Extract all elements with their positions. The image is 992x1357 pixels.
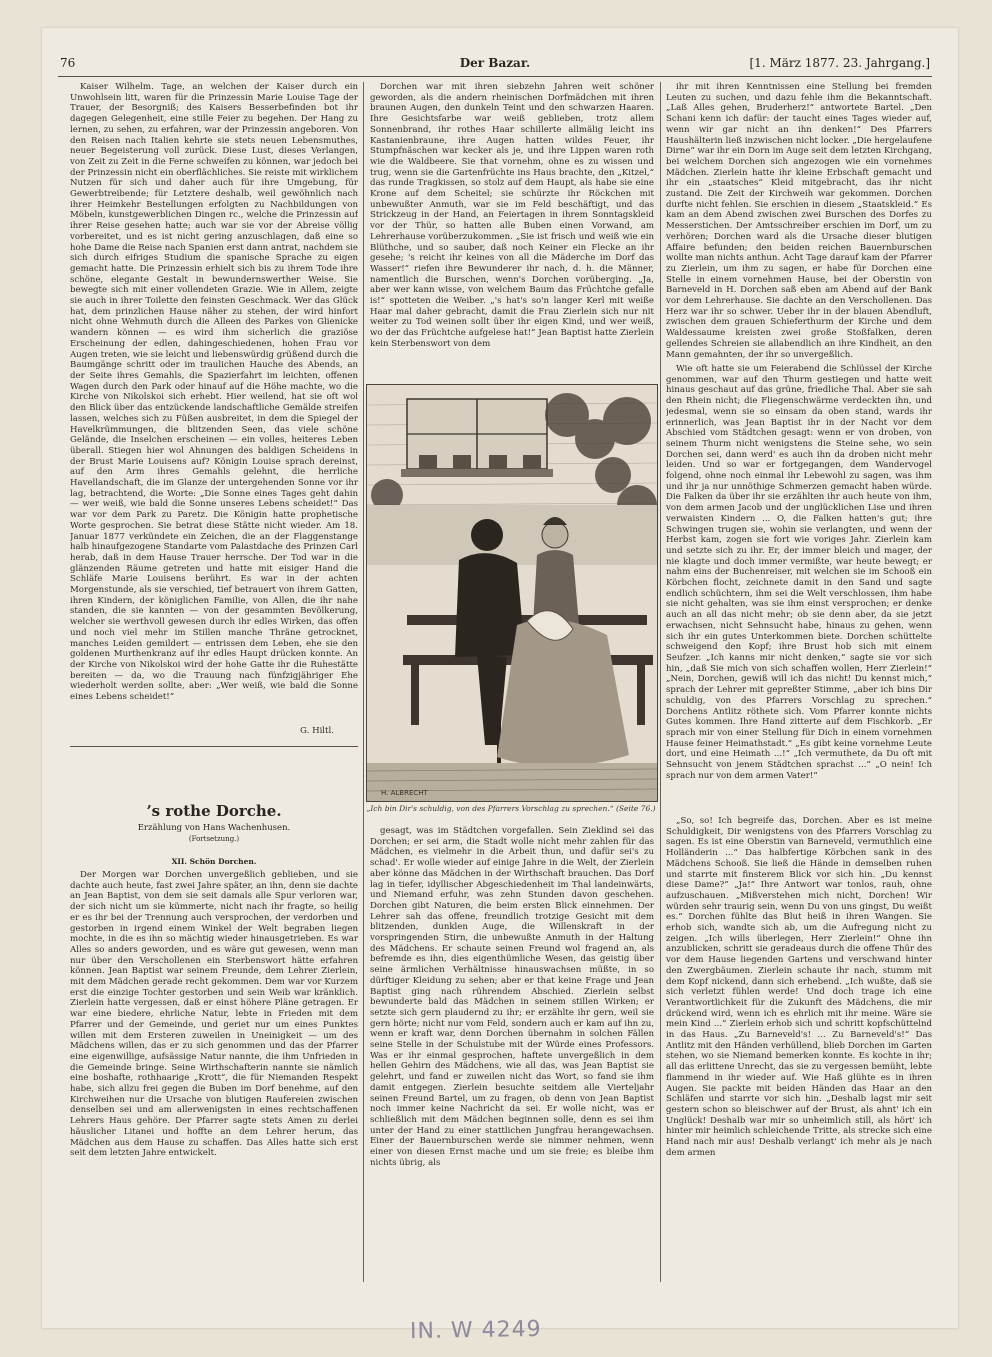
column-divider — [363, 82, 364, 1282]
column-rule — [70, 746, 358, 747]
story-text: ihr mit ihren Kenntnissen eine Stellung bei fremden Leuten zu suchen, und dazu fehle ihm die Bekanntschaft. „Laß Alles gehen, Bruderherz!“ antwortete Bartel. „Den Schani kenn ich dafür: der taucht eines Tages wieder auf, wenn wir gar nicht an ihn denken!“ Des Pfarrers Haushälterin ließ inzwischen nicht locker. „Die hergelaufene Dirne“ war ihr ein Dorn im Auge seit dem letzten Kirchgang, bei welchem Dorchen sich angezogen wie ein vornehmes Mädchen. Zierlein hatte ihr kleine Erbschaft gemacht und ihr ein „staatsches“ Kleid mitgebracht, das ihr nicht zustand. Die Zeit der Kirchweih war gekommen. Dorchen durfte nicht fehlen. Sie erschien in diesem „Staatskleid.“ Es kam an dem Abend zwischen zwei Burschen des Dorfes zu Messerstichen. Der Amtsschreiber erschien im Dorf, um zu verhören; Dorchen ward als die Ursache dieser blutigen Affaire befunden; den beiden reichen Bauernburschen wollte man nichts anthun. Acht Tage darauf kam der Pfarrer zu Zierlein, um ihm zu sagen, er habe für Dorchen eine Stelle in einem vornehmen Hause, bei der Oberstin von Barneveld in H. Dorchen saß eben am Abend auf der Bank vor dem Lehrerhause. Sie dachte an den Verschollenen. Das Herz war ihr so schwer. Ueber ihr in der blauen Abendluft, zwischen dem grauen Schieferthurm der Kirche und dem Waldessaume kreisten zwei große Stoßfalken, deren gellendes Schreien sie allabendlich an ihre Kindheit, an den Mann gemahnten, der ihr so unvergeßlich. — [666, 82, 932, 360]
story-column-3-bottom — [666, 816, 932, 1280]
author-signature: G. Hiltl. — [300, 726, 334, 736]
handwritten-inventory-number: IN. W 4249 — [409, 1316, 542, 1345]
chapter-heading: XII. Schön Dorchen. — [171, 857, 257, 866]
story-column-1 — [70, 870, 358, 1280]
artist-signature: H. ALBRECHT — [381, 789, 428, 797]
story-column-3-mid — [666, 364, 932, 814]
illustration-caption: „Ich bin Dir's schuldig, von des Pfarrers Vorschlag zu sprechen.“ (Seite 76.) — [366, 804, 656, 813]
story-text: Wie oft hatte sie um Feierabend die Schlüssel der Kirche genommen, war auf den Thurm gestiegen und hatte weit hinaus geschaut auf das grüne, friedliche Thal. Aber sie sah den Rhein nicht; die Fliegenschwärme verdeckten ihn, und jedesmal, wenn sie so einsam da oben stand, wards ihr erinnerlich, was Jean Baptist ihr in der Nacht vor dem Abschied vom Städtchen gesagt: wenn er von droben, von seinem Thurm nicht wenigstens die Steine sehe, wo sein Dorchen sei, dann werd' es auch ihn da droben nicht mehr leiden. Und so war er fortgegangen, dem Wandervogel folgend, ohne noch einmal ihr Lebewohl zu sagen, was ihm und ihr ja nur unnöthige Schmerzen gemacht haben würde. Die Falken da über ihr sie erzählten ihr auch heute von ihm, von dem armen Jacob und der unglücklichen Lise und ihren verwaisten Kindern ... O, die Falken hatten's gut; ihre Schwingen trugen sie, wohin sie verlangten, und wenn der Herbst kam, zogen sie fort wie voriges Jahr. Zierlein kam und setzte sich zu ihr. Er, der immer bleich und mager, der nie klagte und doch immer vermißte, war heute bewegt; er nahm eins der Buchenreiser, mit welchen sie im Schooß ein Körbchen flocht, zeichnete damit in den Sand und sagte endlich schüchtern, ihm sei die Welt verschlossen, ihm habe sie nicht gehalten, was sie ihm einst versprochen; er denke auch an all das nicht mehr; ob sie denn aber, da sie jetzt erwachsen, nicht Sehnsucht habe, hinaus zu gehen, wenn sich ihr ein gutes Unterkommen biete. Dorchen schüttelte schweigend den Kopf; ihre Brust hob sich mit einem Seufzer. „Ich kanns mir nicht denken,“ sagte sie vor sich hin, „daß Sie mich von sich schaffen wollen, Herr Zierlein!“ „Nein, Dorchen, gewiß will ich das nicht! Du kennst mich,“ sprach der Lehrer mit gepreßter Stimme, „aber ich bins Dir schuldig, von des Pfarrers Vorschlag zu sprechen.“ Dorchens Antlitz röthete sich. Vom Pfarrer konnte nichts Gutes kommen. Ihre Hand zitterte auf dem Fischkorb. „Er sprach mir von einer Stellung für Dich in einem vornehmen Hause feiner Heimathstadt.“ „Es gibt keine vornehme Leute dort, und eine Heimath ...!“ „Ich vermuthete, da Du oft mit Sehnsucht von jenem Städtchen sprachst ...“ „O nein! Ich sprach nur von dem armen Vater!“ — [666, 364, 932, 781]
story-text: gesagt, was im Städtchen vorgefallen. Sein Zieklind sei das Dorchen; er sei arm, die Stadt wolle nicht mehr zahlen für das Mädchen, es vielmehr in die Arbeit thun, und dafür sei's zu schad'. Er wolle wieder auf einige Jahre in die Welt, der Zierlein aber könne das Mädchen in der Wirthschaft brauchen. Das Dorf lag in tiefer, idyllischer Abgeschiedenheit im Thal landeinwärts, und Niemand erfuhr, was zehn Stunden davon geschehen. Dorchen gibt Naturen, die beim ersten Blick einnehmen. Der Lehrer sah das offene, freundlich trotzige Gesicht mit dem blitzenden, dunklen Auge, die Willenskraft in der vorspringenden Stirn, die unbewußte Anmuth in der Haltung des Mädchens. Er schaute seinen Freund wol fragend an, als befremde es ihn, dies eigenthümliche Wesen, das geistig über seine ärmlichen Verhältnisse hinauswachsen müßte, in so dürftiger Kleidung zu sehen; aber er that keine Frage und Jean Baptist ging nach rührendem Abschied. Zierlein selbst bewunderte bald das Mädchen in seinem stillen Wirken; er setzte sich gern plaudernd zu ihr; er erzählte ihr gern, weil sie gern hörte; nicht nur vom Feld, sondern auch er kam auf ihn zu, wenn er kraft war, denn Dorchen übernahm in solchen Fällen seine Stelle in der Schulstube mit der Würde eines Professors. Was er ihr einmal gesprochen, haftete unvergeßlich in dem hellen Gehirn des Mädchens, wie all das, was Jean Baptist sie gelehrt, und fand er zuweilen nicht das Wort, so fand sie ihm damit entgegen. Zierlein besuchte seitdem alle Vierteljahr seinen Freund Bartel, um zu fragen, ob denn von Jean Baptist noch immer keine Nachricht da sei. Er wolle nicht, was er schließlich mit dem Mädchen beginnen solle, denn es sei ihm unter der Hand zu einer stattlichen Jungfrau herangewachsen. Einer der Bauernburschen werde sie nimmer nehmen, wenn einer von diesen Ernst mache und um sie freie; es bleibe ihm nichts übrig, als — [370, 826, 654, 1168]
couple-on-bench-image — [367, 385, 657, 801]
article-text: Kaiser Wilhelm. Tage, an welchen der Kaiser durch ein Unwohlsein litt, waren für die Prinzessin Marie Louise Tage der Trauer, der Besorgniß; des Kaisers Besserbefinden bot ihr dagegen Gelegenheit, eine stille Feier zu begehen. Der Hang zu lernen, zu sehen, zu erfahren, war der Prinzessin angeboren. Von den Reisen nach Italien kehrte sie stets neuen Lebensmuthes, neuer Begeisterung voll zurück. Diese Lust, dieses Verlangen, von Zeit zu Zeit in die Ferne schweifen zu können, war jedoch bei der Prinzessin nicht ein oberflächliches. Sie reiste mit wirklichem Nutzen für sich und daher auch für ihre Umgebung, für Gewerbtreibende; für Letztere deshalb, weil gewöhnlich nach ihrer Heimkehr Bestellungen erfolgten zu Nachbildungen von Möbeln, kunstgewerblichen Dingen rc., welche die Prinzessin auf ihrer Reise gesehen hatte; auch war sie vor der Abreise völlig vorbereitet, und es ist nicht gering anzuschlagen, daß eine so hohe Dame die Reise nach Spanien erst dann antrat, nachdem sie sich durch eifriges Studium die spanische Sprache zu eigen gemacht hatte. Die Prinzessin erhielt sich bis zu ihrem Tode ihre schöne, elegante Gestalt in bewundernswerther Weise. Sie bewegte sich mit einer vollendeten Grazie. Wie in Allem, zeigte sie auch in ihrer Toilette den feinsten Geschmack. Wer das Glück hat, dem prinzlichen Hause näher zu stehen, der wird hinfort nicht ohne Wehmuth durch die Alleen des Parkes von Glienicke wandern können — es wird ihm sicherlich die graziöse Erscheinung der edlen, dahingeschiedenen, hohen Frau vor Augen treten, wie sie leicht und liebenswürdig grüßend durch die Baumgänge schritt oder im traulichen Hauche des Abends, an der Seite ihres Gemahls, die Spazierfahrt im leichten, offenen Wagen durch den Park oder hinauf auf die Höhe machte, wo die Kirche von Nikolskoi sich erhebt. Hier weilend, hat sie oft wol den Blick über das entzückende landschaftliche Gemälde streifen lassen, welches sich zu Füßen ausbreitet, in dem die Spiegel der Havelkrümmungen, die blitzenden Seen, das viele schöne Gelände, die Inselchen erscheinen — ein volles, heiteres Leben überall. Stiegen hier wol Ahnungen des baldigen Scheidens in der Brust Marie Louisens auf? Königin Louise sprach dereinst, auf den Arm ihres Gemahls gelehnt, die herrliche Havellandschaft, die im Glanze der untergehenden Sonne vor ihr lag, betrachtend, die Worte: „Die Sonne eines Tages geht dahin — wer weiß, wie bald die Sonne unseres Lebens scheidet!“ Das war vor dem Park zu Paretz. Die Königin hatte prophetische Worte gesprochen. Sie betrat diese Stätte nicht wieder. Am 18. Januar 1877 verkündete ein Zeichen, die an der Flaggenstange halb hinaufgezogene Standarte vom Palastdache des Prinzen Carl herab, daß in dem Hause Trauer herrsche. Der Tod war in die glänzenden Räume getreten und hatte mit eisiger Hand die Schläfe Marie Louisens berührt. Es war in der achten Morgenstunde, als sie verschied, tief betrauert von ihrem Gatten, ihren Kindern, der königlichen Familie, von Allen, die ihr nahe standen, die sie kannten — von der gesammten Bevölkerung, welcher sie werthvoll gewesen durch ihr edles Wirken, das offen und noch viel mehr im Stillen manche Thräne getrocknet, manches Leiden gemildert — entrissen dem Leben, ehe sie den goldenen Murthenkranz auf ihr edles Haupt drücken konnte. An der Kirche von Nikolskoi wird der hohe Gatte ihr die Ruhestätte bereiten — da, wo die Trauung nach fünfzigjähriger Ehe wiederholt werden sollte, aber: „Wer weiß, wie bald die Sonne eines Lebens scheidet!“ — [70, 82, 358, 703]
signature-block — [70, 726, 358, 740]
engraving-illustration — [366, 384, 658, 802]
story-column-2-bottom — [370, 826, 654, 1278]
article-column-1 — [70, 82, 358, 724]
story-subtitle: Erzählung von Hans Wachenhusen. — [137, 823, 291, 833]
story-text: „So, so! Ich begreife das, Dorchen. Aber es ist meine Schuldigkeit, Dir wenigstens von des Pfarrers Vorschlag zu sagen. Es ist eine Oberstin van Barneveld, vermuthlich eine Holländerin ...“ Das halbfertige Körbchen sank in des Mädchens Schooß. Sie ließ die Hände in demselben ruhen und starrte mit finsterem Blick vor sich hin. „Du kennst diese Dame?“ „Ja!“ Ihre Antwort war tonlos, rauh, ohne aufzuschauen. „Mißverstehen mich nicht, Dorchen! Wir würden sehr traurig sein, wenn Du von uns gingst, Du weißt es.“ Dorchen fühlte das Blut heiß in ihren Wangen. Sie erhob sich, wandte sich ab, um die Aufregung nicht zu zeigen. „Ich wills überlegen, Herr Zierlein!“ Ohne ihn anzublicken, schritt sie geradeaus durch die offene Thür des vor dem Hause liegenden Gartens und verschwand hinter den Zwergbäumen. Zierlein schaute ihr nach, stumm mit dem Kopf nickend, dann sich erhebend. „Ich wußte, daß sie sich verletzt fühlen werde! Und doch trage ich eine Verantwortlichkeit für die Zukunft des Mädchens, die mir drückend wird, wenn ich es ehrlich mit ihr meine. Wäre sie mein Kind ...“ Zierlein erhob sich und schritt kopfschüttelnd in das Haus. „Zu Barneveld's! ... Zu Barneveld's!“ Das Antlitz mit den Händen verhüllend, blieb Dorchen im Garten stehen, wo sie Niemand bemerken konnte. Es kochte in ihr; all das erlittene Unrecht, das sie zu vergessen bemüht, lebte flammend in ihr wieder auf. Wie Haß glühte es in ihren Augen. Sie packte mit beiden Händen das Haar an den Schläfen und starrte vor sich hin. „Deshalb lagst mir seit gestern schon so bleischwer auf der Brust, als ahnt' ich ein Unglück! Deshalb war mir so unheimlich still, als hört' ich hinter mir heimlich schleichende Tritte, als strecke sich eine Hand nach mir aus! Deshalb verlangt' ich mehr als je nach dem armen — [666, 816, 932, 1158]
story-text: Der Morgen war Dorchen unvergeßlich geblieben, und sie dachte auch heute, fast zwei Jahre später, an ihn, denn sie dachte an Jean Baptist, von dem sie seit damals alle Spur verloren war, der sich nicht um sie kümmerte, nicht nach ihr fragte, so heilig er es ihr bei der Trennung auch versprochen, der verdorben und gestorben in irgend einem Winkel der Welt begraben liegen mochte, in die es ihn so mächtig wieder hinausgetrieben. Es war Alles so anders geworden, und es wäre gut gewesen, wenn man nur über den Verschollenen ein Sterbenswort hätte erfahren können. Jean Baptist war seinem Freunde, dem Lehrer Zierlein, mit dem Mädchen gerade recht gekommen. Dem war vor Kurzem erst die einzige Tochter gestorben und sein Weib war kränklich. Zierlein hatte vergessen, daß er einst höhere Pläne getragen. Er war eine biedere, ehrliche Natur, lebte in Frieden mit dem Pfarrer und der Gemeinde, und geriet nur um eines Punktes willen mit dem Ersteren zuweilen in Uneinigkeit — um des Mädchens willen, das er zu sich genommen und das der Pfarrer eine eigenwillige, aufsässige Natur nannte, die ihm Unfrieden in die Gemeinde bringe. Seine Wirthschafterin nannte sie nämlich eine boshafte, rothhaarige „Krott“, die für Niemanden Respekt habe, sich allzu frei gegen die Buben im Dorf benehme, auf den Kirchweihen nur die Ursache von blutigen Raufereien zwischen denselben sei und am allerwenigsten in eines rechtschaffenen Lehrers Haus gehöre. Der Pfarrer sagte stets Amen zu derlei häuslicher Litanei und hoffte an dem Lehrer herum, das Mädchen aus dem Hause zu schaffen. Das Alles hatte sich erst seit dem letzten Jahre entwickelt. — [70, 870, 358, 1159]
story-continuation: (Fortsetzung.) — [188, 835, 240, 843]
header-rule — [58, 76, 932, 77]
story-title: ’s rothe Dorche. — [146, 802, 282, 820]
story-column-2-top — [370, 82, 654, 379]
story-column-3-top — [666, 82, 932, 362]
column-divider — [660, 82, 661, 1282]
newspaper-title: Der Bazar. — [459, 56, 531, 70]
page-number: 76 — [60, 56, 76, 70]
story-text: Dorchen war mit ihren siebzehn Jahren weit schöner geworden, als die andern rheinischen Dorfmädchen mit ihren braunen Augen, den dunkeln Teint und den schwarzen Haaren. Ihre Gesichtsfarbe war weiß geblieben, trotz allem Sonnenbrand, ihr rothes Haar schillerte allmälig leicht ins Kastanienbraune, ihre Augen hatten wildes Feuer, ihr Stumpfnäschen war kecker als je, und ihre Lippen waren roth wie die Waldbeere. Sie that vornehm, ohne es zu wissen und trug, wenn sie die Gartenfrüchte ins Haus brachte, den „Kitzel,“ das runde Tragkissen, so stolz auf dem Haupt, als habe sie eine Krone auf dem Scheitel; sie schürzte ihr Röckchen mit unbewußter Anmuth, war sie im Feld beschäftigt, und das Strickzeug in der Hand, an Feiertagen in ihrem Sonntagskleid vor der Thür, so hatten alle Buben einen Vorwand, am Lehrerhause vorüberzukommen. „Sie ist frisch und weiß wie ein Blüthche, und so sauber, daß noch Keiner ein Flecke an ihr gesehe; 's reicht ihr keines von all die Mäderche im Dorf das Wasser!“ riefen ihre Bewunderer ihr nach, d. h. die Männer, namentlich die Burschen, wenn's Dorchen vorüberging. „Ja, aber wer kann wisse, von welchem Baum das Früchtche gefalle is!“ spotteten die Weiber. „'s hat's so'n langer Kerl mit weiße Haar mal daher gebracht, damit die Frau Zierlein sich nur nit weiter zu Tod weinen sollt über ihr eigen Kind, und wer weiß, wo der das Früchtche aufgelese hat!“ Jean Baptist hatte Zierlein kein Sterbenswort von dem — [370, 82, 654, 349]
issue-date: [1. März 1877. 23. Jahrgang.] — [749, 56, 930, 70]
page-header — [60, 52, 930, 74]
